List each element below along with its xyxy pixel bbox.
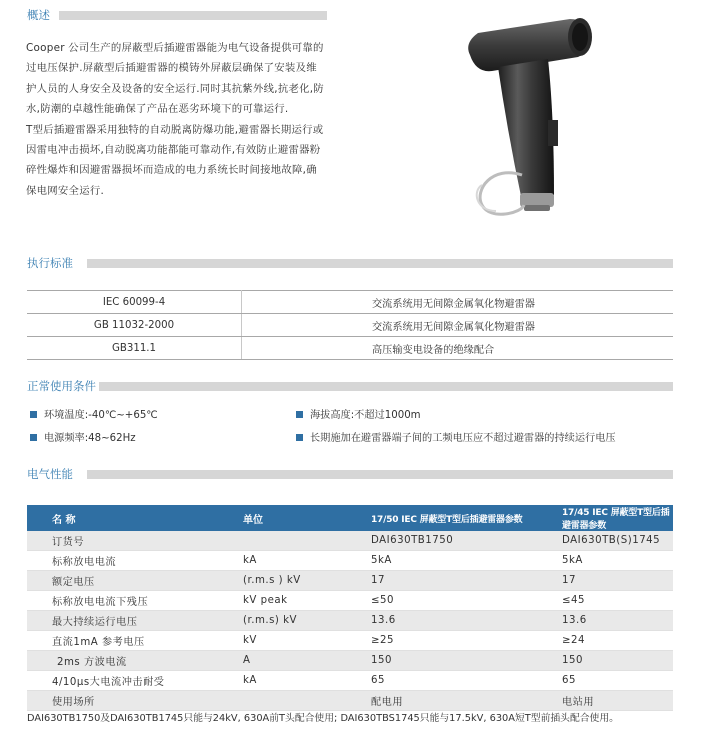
table-row — [27, 291, 673, 314]
cell-value: 65 — [371, 671, 562, 691]
header-name: 名 称 — [27, 505, 243, 531]
header-param-1745: 17/45 IEC 屏蔽型T型后插避雷器参数 — [562, 505, 673, 531]
condition-item — [30, 432, 136, 446]
footnote: DAI630TB1750及DAI630TB1745只能与24kV, 630A前T头配合使用; DAI630TBS1745只能与17.5kV, 630A短T型前插头配合使用。 — [27, 713, 619, 724]
cell-value: 5kA — [371, 551, 562, 571]
standard-desc: 交流系统用无间隙金属氧化物避雷器 — [242, 314, 674, 337]
section-header-electrical — [27, 466, 673, 484]
cell-name: 4/10μs大电流冲击耐受 — [27, 671, 243, 691]
table-header-row — [27, 505, 673, 531]
cell-value: 65 — [562, 671, 673, 691]
table-row — [27, 691, 673, 711]
cell-unit: A — [243, 651, 371, 671]
table-row — [27, 337, 673, 360]
standard-code: GB 11032-2000 — [27, 314, 242, 337]
cell-unit: kV — [243, 631, 371, 651]
overview-paragraph-1: Cooper 公司生产的屏蔽型后插避雷器能为电气设备提供可靠的过电压保护.屏蔽型后插避雷器的模铸外屏蔽层确保了安装及维护人员的人身安全及设备的安全运行.同时其抗紫外线,抗老化,防水,防潮的卓越性能确保了产品在恶劣环境下的可靠运行. — [26, 42, 324, 116]
cell-value: 13.6 — [562, 611, 673, 631]
cell-unit: kA — [243, 551, 371, 571]
cell-unit: (r.m.s) kV — [243, 611, 371, 631]
table-row — [27, 571, 673, 591]
standards-table — [27, 290, 673, 360]
condition-item — [296, 409, 421, 423]
table-row — [27, 591, 673, 611]
section-title-standards: 执行标准 — [27, 256, 73, 270]
condition-text: 电源频率:48~62Hz — [44, 433, 136, 444]
section-header-conditions — [27, 378, 673, 396]
overview-paragraph-2: T型后插避雷器采用独特的自动脱离防爆功能,避雷器长期运行或因雷电冲击损坏,自动脱离功能都能可靠动作,有效防止避雷器粉碎性爆炸和因避雷器损坏而造成的电力系统长时间接地故障,确保电网安全运行. — [26, 123, 324, 197]
condition-item — [296, 432, 616, 446]
table-row — [27, 551, 673, 571]
header-unit: 单位 — [243, 505, 371, 531]
standard-code: IEC 60099-4 — [27, 291, 242, 314]
standard-desc: 交流系统用无间隙金属氧化物避雷器 — [242, 291, 674, 314]
cell-value: DAI630TB(S)1745 — [562, 531, 673, 551]
section-header-standards — [27, 255, 673, 273]
section-bar — [87, 259, 673, 268]
cell-unit — [243, 531, 371, 551]
table-row — [27, 671, 673, 691]
standard-code: GB311.1 — [27, 337, 242, 360]
cell-value: 150 — [562, 651, 673, 671]
cell-name: 2ms 方波电流 — [27, 651, 243, 671]
overview-text — [26, 38, 326, 201]
section-title-conditions: 正常使用条件 — [27, 379, 96, 393]
cell-name: 使用场所 — [27, 691, 243, 711]
cell-value: ≥24 — [562, 631, 673, 651]
bullet-square-icon — [30, 434, 37, 441]
cell-value: 17 — [562, 571, 673, 591]
section-bar — [59, 11, 327, 20]
cell-unit: kA — [243, 671, 371, 691]
cell-name: 订货号 — [27, 531, 243, 551]
cell-value: ≤45 — [562, 591, 673, 611]
section-header-overview — [27, 7, 327, 25]
cell-name: 额定电压 — [27, 571, 243, 591]
cell-name: 最大持续运行电压 — [27, 611, 243, 631]
table-row — [27, 314, 673, 337]
cell-value: 13.6 — [371, 611, 562, 631]
bullet-square-icon — [296, 434, 303, 441]
section-bar — [99, 382, 673, 391]
bullet-square-icon — [30, 411, 37, 418]
cell-unit: (r.m.s ) kV — [243, 571, 371, 591]
cell-unit — [243, 691, 371, 711]
condition-text: 长期施加在避雷器端子间的工频电压应不超过避雷器的持续运行电压 — [310, 433, 616, 444]
table-row — [27, 531, 673, 551]
table-row — [27, 611, 673, 631]
cell-unit: kV peak — [243, 591, 371, 611]
bullet-square-icon — [296, 411, 303, 418]
arrester-product-image — [452, 15, 612, 225]
cell-value: 配电用 — [371, 691, 562, 711]
cell-name: 直流1mA 参考电压 — [27, 631, 243, 651]
condition-text: 环境温度:-40℃~+65℃ — [44, 410, 158, 421]
cell-value: 电站用 — [562, 691, 673, 711]
cell-value: 150 — [371, 651, 562, 671]
section-title-electrical: 电气性能 — [27, 467, 73, 481]
cell-name: 标称放电电流 — [27, 551, 243, 571]
condition-text: 海拔高度:不超过1000m — [310, 410, 421, 421]
condition-item — [30, 409, 158, 423]
cell-name: 标称放电电流下残压 — [27, 591, 243, 611]
table-row — [27, 651, 673, 671]
electrical-table — [27, 505, 673, 711]
section-title-overview: 概述 — [27, 8, 50, 22]
cell-value: ≤50 — [371, 591, 562, 611]
cell-value: DAI630TB1750 — [371, 531, 562, 551]
header-param-1750: 17/50 IEC 屏蔽型T型后插避雷器参数 — [371, 505, 562, 531]
section-bar — [87, 470, 673, 479]
cell-value: 17 — [371, 571, 562, 591]
table-row — [27, 631, 673, 651]
standard-desc: 高压输变电设备的绝缘配合 — [242, 337, 674, 360]
cell-value: 5kA — [562, 551, 673, 571]
cell-value: ≥25 — [371, 631, 562, 651]
